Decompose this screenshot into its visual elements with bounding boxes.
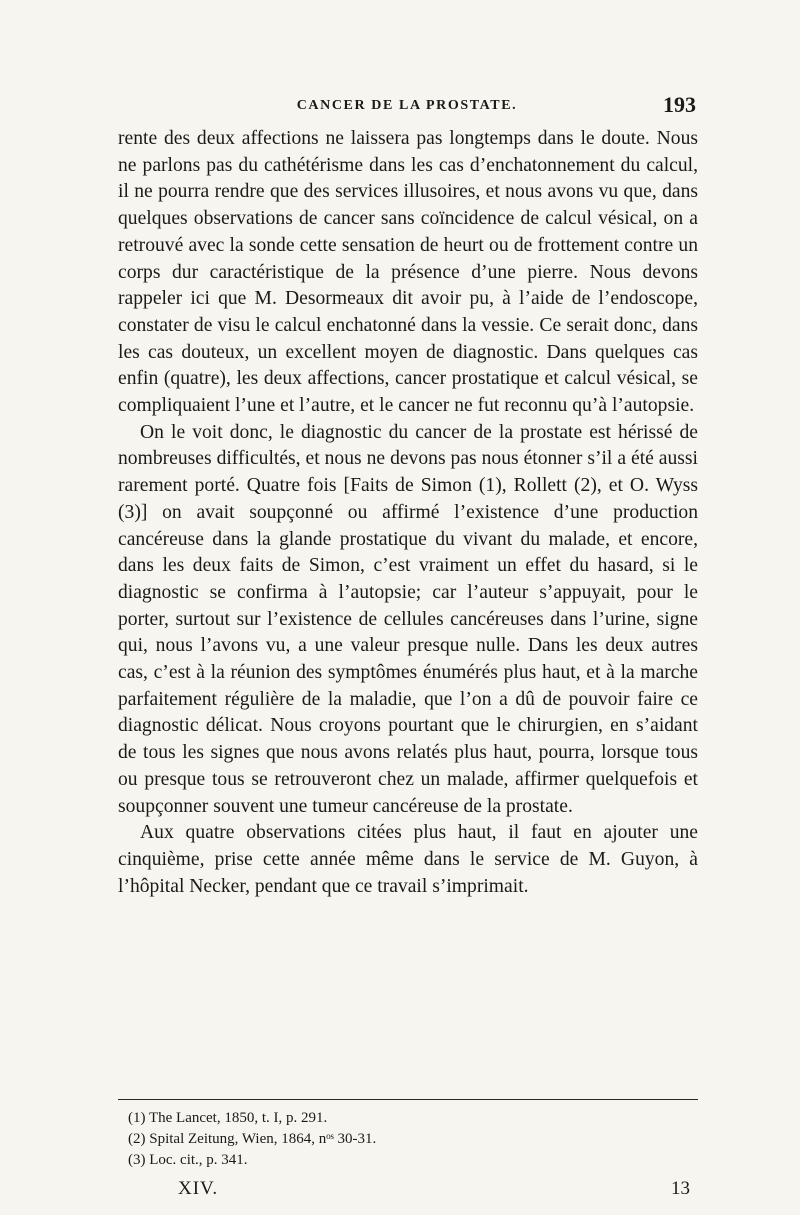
page-number: 193 xyxy=(663,92,696,117)
paragraph: Aux quatre observations citées plus haut, il faut en ajouter une cinquième, prise cette année même dans le service de M. Guyon, à l’hôpital Necker, pendant que ce travail s’imprimait. xyxy=(118,822,698,897)
footnote: (2) Spital Zeitung, Wien, 1864, nᵒˢ 30-31. xyxy=(128,1131,377,1147)
running-head xyxy=(118,92,696,122)
paragraph: On le voit donc, le diagnostic du cancer de la prostate est hérissé de nombreuses difficultés, et nous ne devons pas nous étonner s’il a été aussi rarement porté. Quatre fois [Faits de Simon (1), Rollett (2), et O. Wyss (3)] on avait soupçonné ou affirmé l’existence d’une production cancéreuse dans la glande prostatique du vivant du malade, et encore, dans les deux faits de Simon, c’est vraiment un effet du hasard, si le diagnostic se confirma à l’autopsie; car l’auteur s’appuyait, pour le porter, surtout sur l’existence de cellules cancéreuses dans l’urine, signe qui, nous l’avons vu, a une valeur presque nulle. Dans les deux autres cas, c’est à la réunion des symptômes énumérés plus haut, et à la marche parfaitement régulière de la maladie, que l’on a dû de pouvoir faire ce diagnostic délicat. Nous croyons pourtant que le chirurgien, en s’aidant de tous les signes que nous avons relatés plus haut, pourra, lorsque tous ou presque tous se retrouveront chez un malade, affirmer quelquefois et soupçonner souvent une tumeur cancéreuse de la prostate. xyxy=(118,421,698,817)
paragraph-continued: rente des deux affections ne laissera pas longtemps dans le doute. Nous ne parlons pas du cathétérisme dans les cas d’enchatonnement du calcul, il ne pourra rendre que des services illusoires, et nous avons vu que, dans quelques observations de cancer sans coïncidence de calcul vésical, on a retrouvé avec la sonde cette sensation de heurt ou de frottement contre un corps dur caractéristique de la présence d’une pierre. Nous devons rappeler ici que M. Desormeaux dit avoir pu, à l’aide de l’endoscope, constater de visu le calcul enchatonné dans la vessie. Ce serait donc, dans les cas douteux, un excellent moyen de diagnostic. Dans quelques cas enfin (quatre), les deux affections, cancer prostatique et calcul vésical, se compliquaient l’une et l’autre, et le cancer ne fut reconnu qu’à l’autopsie. xyxy=(118,128,698,417)
footnote: (3) Loc. cit., p. 341. xyxy=(128,1152,248,1168)
body-text xyxy=(118,126,698,900)
running-title: CANCER DE LA PROSTATE. xyxy=(296,98,518,113)
signature-mark: XIV. xyxy=(178,1178,219,1199)
sheet-number: 13 xyxy=(671,1178,690,1199)
footnote: (1) The Lancet, 1850, t. I, p. 291. xyxy=(128,1110,328,1126)
footnotes xyxy=(128,1108,690,1171)
footnote-rule xyxy=(118,1099,698,1100)
